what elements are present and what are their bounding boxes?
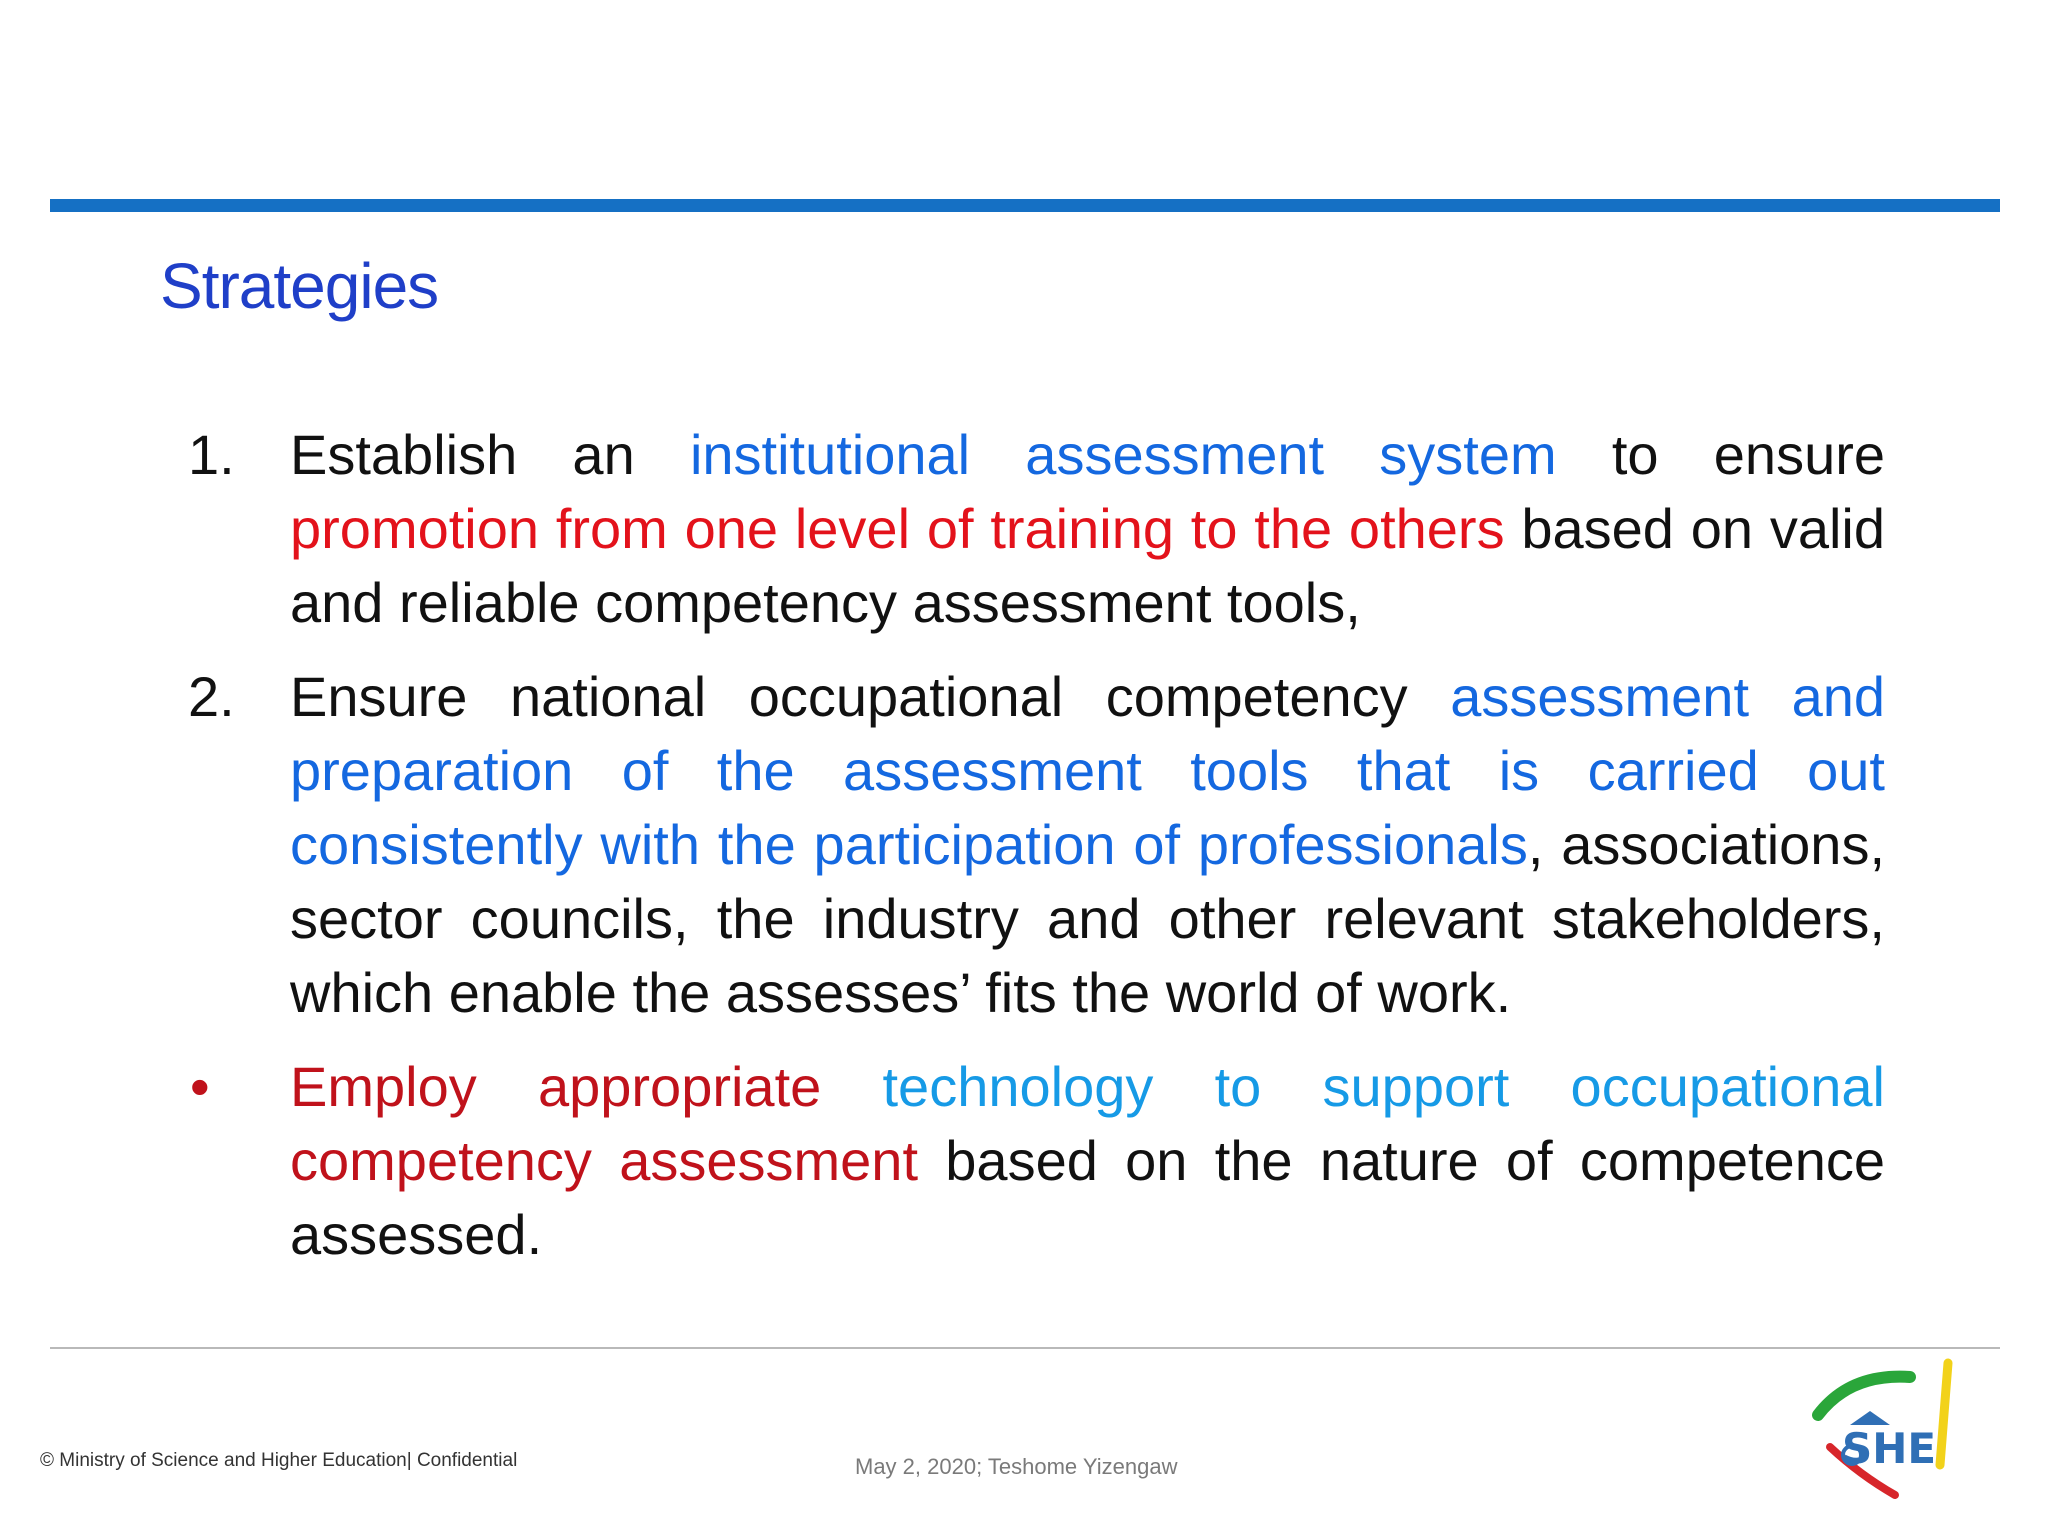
list-item (0, 660, 1885, 1030)
list-marker: 1. (188, 423, 235, 486)
date-author: May 2, 2020; Teshome Yizengaw (855, 1454, 1178, 1479)
strategy-list (0, 418, 2048, 1272)
text-segment-highlight: institutional assessment system (689, 423, 1557, 486)
footer-divider (50, 1347, 2000, 1349)
logo-text: SHE (1842, 1424, 1937, 1473)
text-segment-highlight: competency assessment (290, 1129, 918, 1192)
text-segment-highlight: assessment and preparation of the assessment tools that is carried out consistently with the participation of professionals (290, 665, 1885, 876)
text-segment-highlight: Employ appropriate (290, 1055, 883, 1118)
text-segment: based on valid and reliable competency assessment tools, (290, 497, 1886, 634)
text-segment: to ensure (1556, 423, 1885, 486)
list-item (0, 418, 1885, 640)
text-segment: Establish an (290, 423, 690, 486)
text-segment-highlight: promotion from one level of training to the others (290, 497, 1505, 560)
list-item (0, 1050, 1885, 1272)
text-segment-highlight: technology to support occupational (882, 1055, 1885, 1118)
copyright-notice: © Ministry of Science and Higher Education| Confidential (40, 1450, 518, 1471)
bullet-marker: • (190, 1055, 210, 1118)
text-segment: Ensure national occupational competency (290, 665, 1451, 728)
header-divider (50, 199, 2000, 212)
text-segment: based on the nature of competence assessed. (290, 1129, 1885, 1266)
list-marker: 2. (188, 665, 235, 728)
slide-title: Strategies (160, 250, 439, 322)
moshe-logo-icon (1810, 1355, 1960, 1505)
text-segment: , associations, sector councils, the industry and other relevant stakeholders, which enable the assesses’ fits the world of work. (290, 813, 1886, 1024)
